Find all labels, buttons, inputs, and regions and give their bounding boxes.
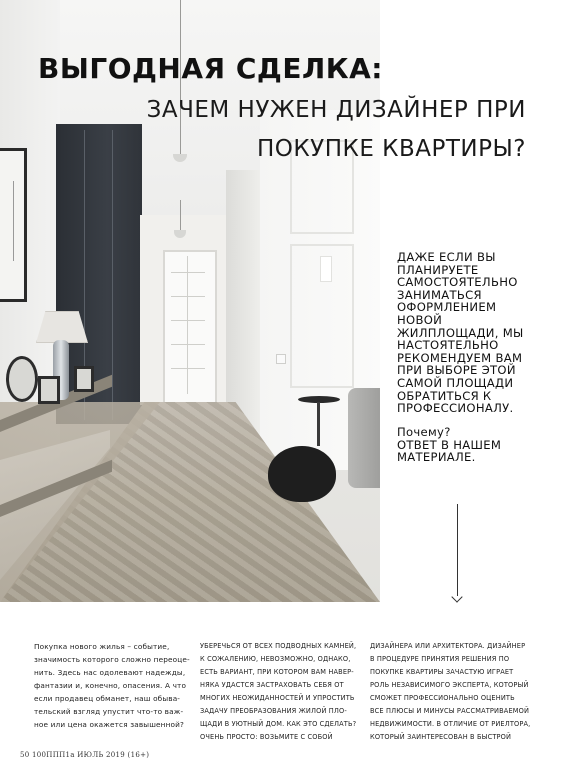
photo-door-mullion [187, 256, 188, 394]
photo-wall-socket [276, 354, 286, 364]
lead-line: НАСТОЯТЕЛЬНО [397, 338, 499, 353]
body-line: ОЧЕНЬ ПРОСТО: ВОЗЬМИТЕ С СОБОЙ [200, 733, 333, 741]
body-line: тельский взгляд упустит что-то важ- [34, 707, 184, 716]
photo-door-pane [171, 368, 205, 369]
photo-wall-sconce [320, 256, 332, 282]
body-line: НЕДВИЖИМОСТИ. В ОТЛИЧИЕ ОТ РИЕЛТОРА, [370, 720, 531, 728]
photo-door-pane [171, 272, 205, 273]
body-line: ЩАДИ В УЮТНЫЙ ДОМ. КАК ЭТО СДЕЛАТЬ? [200, 720, 357, 728]
lead-question-line: ОТВЕТ В НАШЕМ [397, 437, 502, 452]
photo-door-pane [171, 296, 205, 297]
body-line: ное или цена окажется завышенной? [34, 720, 185, 729]
body-line: ЕСТЬ ВАРИАНТ, ПРИ КОТОРОМ ВАМ НАВЕР- [200, 668, 354, 676]
body-line: РОЛЬ НЕЗАВИСИМОГО ЭКСПЕРТА, КОТОРЫЙ [370, 681, 529, 689]
lead-question [397, 426, 573, 464]
lead-line: ОФОРМЛЕНИЕМ [397, 300, 497, 315]
photo-sofa [348, 388, 380, 488]
body-line: КОТОРЫЙ ЗАИНТЕРЕСОВАН В БЫСТРОЙ [370, 733, 512, 741]
lead-line: ЗАНИМАТЬСЯ [397, 287, 482, 302]
body-line: К СОЖАЛЕНИЮ, НЕВОЗМОЖНО, ОДНАКО, [200, 655, 351, 663]
photo-mirror-doors [226, 170, 262, 440]
photo-black-pouf [268, 446, 336, 502]
lead-line: ПЛАНИРУЕТЕ [397, 262, 479, 277]
body-column-3 [370, 640, 542, 744]
photo-side-table-leg [317, 402, 320, 446]
body-line: УБЕРЕЧЬСЯ ОТ ВСЕХ ПОДВОДНЫХ КАМНЕЙ, [200, 642, 357, 650]
lead-line: САМОСТОЯТЕЛЬНО [397, 275, 518, 290]
photo-small-frame [38, 376, 60, 404]
body-line: ПОКУПКЕ КВАРТИРЫ ЗАЧАСТУЮ ИГРАЕТ [370, 668, 514, 676]
down-arrow-line [457, 504, 458, 596]
lead-line: РЕКОМЕНДУЕМ ВАМ [397, 350, 523, 365]
body-line: Покупка нового жилья – событие, [34, 642, 170, 651]
body-line: ЗАДАЧУ ПРЕОБРАЗОВАНИЯ ЖИЛОЙ ПЛО- [200, 707, 347, 715]
body-column-2 [200, 640, 372, 744]
photo-glass-door [163, 250, 217, 404]
headline-line-1: ВЫГОДНАЯ СДЕЛКА: [38, 52, 383, 85]
lead-question-line: МАТЕРИАЛЕ. [397, 450, 476, 465]
body-line: нить. Здесь нас одолевают надежды, [34, 668, 186, 677]
lead-line: ОБРАТИТЬСЯ К [397, 388, 492, 403]
photo-round-mirror [6, 356, 38, 402]
photo-cabinet-seam [112, 130, 113, 420]
lead-line: ПРОФЕССИОНАЛУ. [397, 401, 514, 416]
lead-line: ЖИЛПЛОЩАДИ, МЫ [397, 325, 524, 340]
body-line: ВСЕ ПЛЮСЫ И МИНУСЫ РАССМАТРИВАЕМОЙ [370, 707, 530, 715]
lead-line: САМОЙ ПЛОЩАДИ [397, 375, 514, 390]
body-line: значимость которого сложно переоце- [34, 655, 190, 664]
lead-question-line: Почему? [397, 425, 451, 439]
photo-door-pane [171, 320, 205, 321]
lead-line: ДАЖЕ ЕСЛИ ВЫ [397, 250, 496, 264]
lead-line: ПРИ ВЫБОРЕ ЭТОЙ [397, 363, 516, 378]
body-column-1 [34, 640, 206, 731]
body-line: МНОГИХ НЕОЖИДАННОСТЕЙ И УПРОСТИТЬ [200, 694, 355, 702]
body-line: НЯКА УДАСТСЯ ЗАСТРАХОВАТЬ СЕБЯ ОТ [200, 681, 344, 689]
photo-wall-art [0, 148, 27, 302]
photo-door-pane [171, 344, 205, 345]
page-footer: 50 100ППП1а ИЮЛЬ 2019 (16+) [20, 751, 150, 759]
body-line: ДИЗАЙНЕРА ИЛИ АРХИТЕКТОРА. ДИЗАЙНЕР [370, 642, 526, 650]
lead-line: НОВОЙ [397, 312, 443, 327]
headline-line-2: ЗАЧЕМ НУЖЕН ДИЗАЙНЕР ПРИ [146, 97, 526, 123]
photo-pendant-cord [180, 200, 181, 232]
headline-line-3: ПОКУПКЕ КВАРТИРЫ? [256, 136, 526, 162]
down-arrow-icon [451, 591, 462, 602]
body-line: В ПРОЦЕДУРЕ ПРИНЯТИЯ РЕШЕНИЯ ПО [370, 655, 510, 663]
body-line: фантазии и, конечно, опасения. А что [34, 681, 187, 690]
lead-paragraph [397, 251, 573, 415]
photo-small-frame [74, 366, 94, 392]
body-line: СМОЖЕТ ПРОФЕССИОНАЛЬНО ОЦЕНИТЬ [370, 694, 515, 702]
body-line: если продавец обманет, наш обыва- [34, 694, 181, 703]
